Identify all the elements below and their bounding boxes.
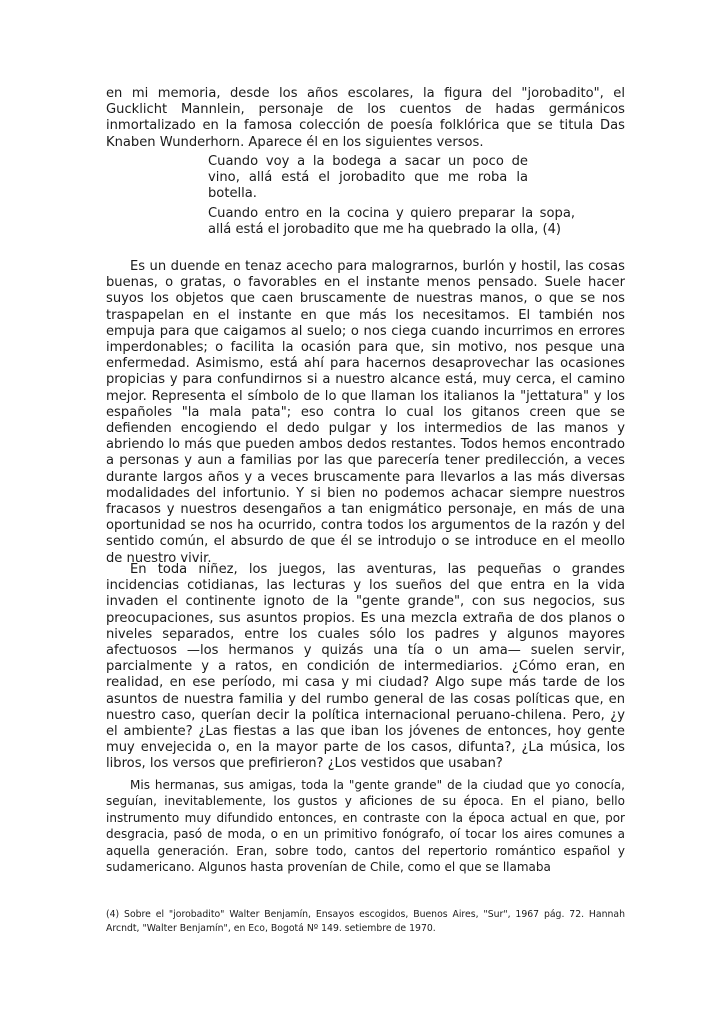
body-paragraph-block-3: [106, 777, 625, 875]
footnote: (4) Sobre el "jorobadito" Walter Benjamín, Ensayos escogidos, Buenos Aires, "Sur", 1967 pág. 72. Hannah Arcndt, "Walter Benjamín", en Eco, Bogotá Nº 149. setiembre de 1970.: [106, 909, 625, 934]
body-paragraph-2: En toda niñez, los juegos, las aventuras, las pequeñas o grandes incidencias cotidianas, las lecturas y los sueños del que entra en la vida invaden el continente ignoto de la "gente grande", con sus negocios, sus preocupaciones, sus asuntos propios. Es una mezcla extraña de dos planos o niveles separados, entre los cuales sólo los padres y algunos mayores afectuosos —los hermanos y quizás una tía o un ama— suelen servir, parcialmente y a ratos, en condición de intermediarios. ¿Cómo eran, en realidad, en ese período, mi casa y mi ciudad? Algo supe más tarde de los asuntos de nuestra familia y del rumbo general de las cosas políticas que, en nuestro caso, querían decir la política internacional peruano-chilena. Pero, ¿y el ambiente? ¿Las fiestas a las que iban los jóvenes de entonces, hoy gente muy envejecida o, en la mayor parte de los casos, difunta?, ¿La música, los libros, los versos que prefirieron? ¿Los vestidos que usaban?: [106, 562, 625, 772]
verse-quote-2: Cuando entro en la cocina y quiero preparar la sopa, allá está el jorobadito que me ha quebrado la olla, (4): [208, 206, 575, 238]
body-paragraph-1: Es un duende en tenaz acecho para malograrnos, burlón y hostil, las cosas buenas, o gratas, o favorables en el instante menos pensado. Suele hacer suyos los objetos que caen bruscamente de nuestras manos, o que se nos traspapelan en el instante en que más los necesitamos. El también nos empuja para que caigamos al suelo; o nos ciega cuando incurrimos en errores imperdonables; o facilita la ocasión para que, sin motivo, nos pesque una enfermedad. Asimismo, está ahí para hacernos desaprovechar las ocasiones propicias y para confundirnos si a nuestro alcance está, muy cerca, el camino mejor. Representa el símbolo de lo que llaman los italianos la "jettatura" y los españoles "la mala pata"; eso contra lo cual los gitanos creen que se defienden encogiendo el dedo pulgar y los intermedios de las manos y abriendo lo más que pueden ambos dedos restantes. Todos hemos encontrado a personas y aun a familias por las que parecería tener predilección, a veces durante largos años y a veces bruscamente para llevarlos a las más diversas modalidades del infortunio. Y si bien no podemos achacar siempre nuestros fracasos y nuestros desengaños a tan enigmático personaje, en más de una oportunidad se nos ha ocurrido, contra todos los argumentos de la razón y del sentido común, el absurdo de que él se introdujo o se introduce en el meollo de nuestro vivir.: [106, 259, 625, 566]
intro-paragraph-block: [106, 86, 625, 151]
verse-quote-1: Cuando voy a la bodega a sacar un poco de vino, allá está el jorobadito que me roba la botella.: [208, 154, 528, 202]
intro-paragraph: en mi memoria, desde los años escolares, la figura del "jorobadito", el Gucklicht Mannlein, personaje de los cuentos de hadas germánicos inmortalizado en la famosa colección de poesía folklórica que se titula Das Knaben Wunderhorn. Aparece él en los siguientes versos.: [106, 86, 625, 150]
body-paragraph-3: Mis hermanas, sus amigas, toda la "gente grande" de la ciudad que yo conocía, seguían, inevitablemente, los gustos y aficiones de su época. En el piano, bello instrumento muy difundido entonces, en contraste con la época actual en que, por desgracia, pasó de moda, o en un primitivo fonógrafo, oí tocar los aires comunes a aquella generación. Eran, sobre todo, cantos del repertorio romántico español y sudamericano. Algunos hasta provenían de Chile, como el que se llamaba: [106, 778, 625, 875]
body-paragraph-block-1: [106, 259, 625, 567]
body-paragraph-block-2: [106, 562, 625, 773]
